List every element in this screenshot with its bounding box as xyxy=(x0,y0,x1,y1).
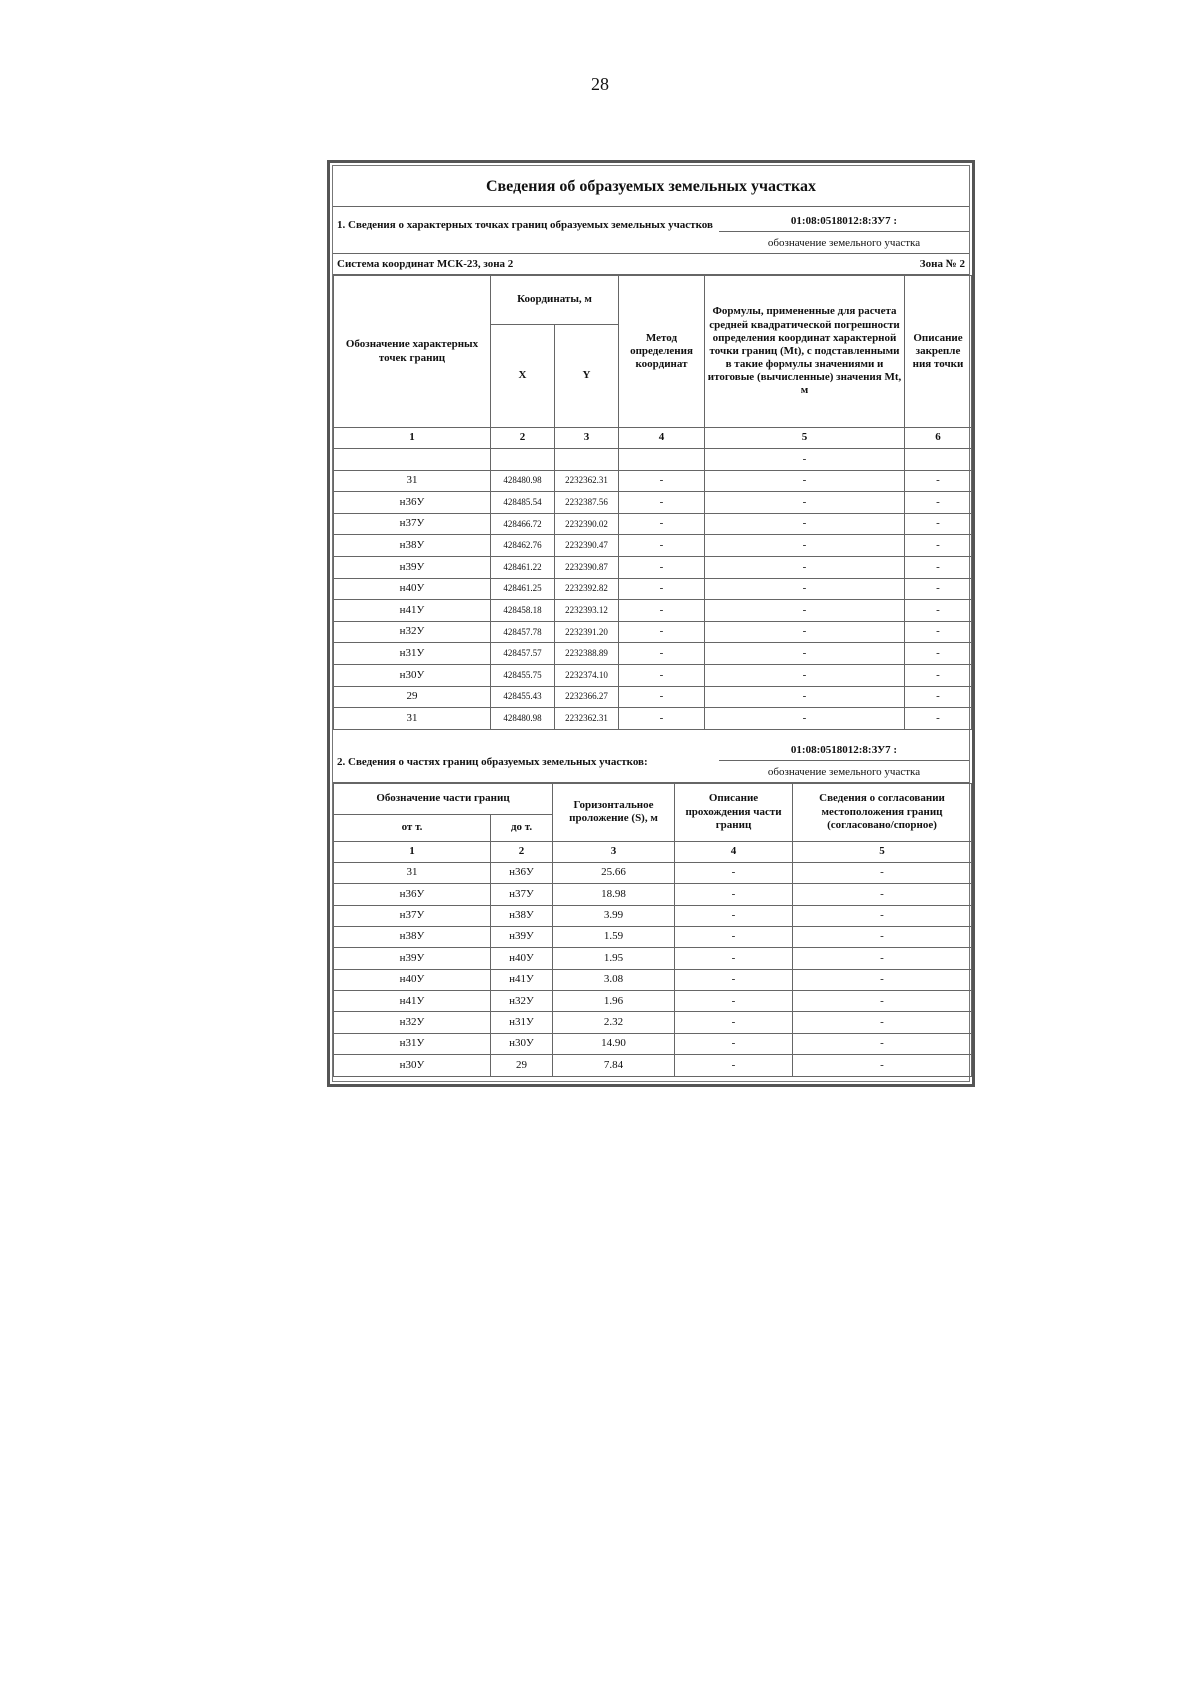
table-cell: н38У xyxy=(491,905,553,926)
table-cell: н30У xyxy=(334,664,491,686)
table-cell: - xyxy=(793,969,972,990)
table-cell: - xyxy=(905,600,972,622)
table-cell: 2232366.27 xyxy=(555,686,619,708)
table-cell: н37У xyxy=(334,513,491,535)
table-cell: - xyxy=(619,708,705,730)
table-cell: - xyxy=(793,862,972,883)
table-cell: 428457.57 xyxy=(491,643,555,665)
table-cell: 31 xyxy=(334,470,491,492)
section1-heading: 1. Сведения о характерных точках границ образуемых земельных участков xyxy=(337,219,713,231)
table-cell: - xyxy=(619,643,705,665)
table-cell: н37У xyxy=(334,905,491,926)
table-cell: 428457.78 xyxy=(491,621,555,643)
table-cell: 2232362.31 xyxy=(555,470,619,492)
page-number: 28 xyxy=(591,74,609,94)
table-cell: 29 xyxy=(334,686,491,708)
zone-label: Зона № 2 xyxy=(919,258,965,270)
table-row xyxy=(334,513,972,535)
table-cell: н40У xyxy=(334,578,491,600)
table-cell: н31У xyxy=(491,1012,553,1033)
table-cell: - xyxy=(619,664,705,686)
table-cell: н39У xyxy=(334,948,491,969)
table-cell: - xyxy=(675,969,793,990)
table-cell: 428466.72 xyxy=(491,513,555,535)
table-cell: - xyxy=(705,470,905,492)
table-cell: - xyxy=(675,1012,793,1033)
table-cell: 25.66 xyxy=(553,862,675,883)
col-number: 4 xyxy=(619,428,705,449)
header-pass-desc: Описание прохождения части границ xyxy=(675,783,793,841)
table-cell: - xyxy=(793,1012,972,1033)
coord-system-line xyxy=(333,254,969,275)
col-number: 2 xyxy=(491,841,553,862)
table-row xyxy=(334,884,972,905)
table-row xyxy=(334,708,972,730)
table-cell: - xyxy=(793,1033,972,1054)
table-cell: н38У xyxy=(334,535,491,557)
section2-parcel xyxy=(719,730,969,782)
document-sheet xyxy=(327,160,975,1087)
table-cell: - xyxy=(675,991,793,1012)
table-cell: - xyxy=(705,600,905,622)
table-cell: - xyxy=(793,991,972,1012)
table-row xyxy=(334,926,972,947)
col-number: 3 xyxy=(553,841,675,862)
table-cell: 31 xyxy=(334,708,491,730)
table-cell: 428461.22 xyxy=(491,556,555,578)
table-cell: н36У xyxy=(334,884,491,905)
header-desc: Описание закрепле ния точки xyxy=(905,276,972,428)
section1-parcel-number: 01:08:0518012:8:ЗУ7 : xyxy=(719,207,969,232)
parts-table xyxy=(333,783,972,1077)
table-cell: - xyxy=(705,708,905,730)
table-row xyxy=(334,1012,972,1033)
table-cell: - xyxy=(675,1033,793,1054)
table-cell: - xyxy=(675,862,793,883)
table-cell: н41У xyxy=(491,969,553,990)
table-cell: н39У xyxy=(491,926,553,947)
section1-header xyxy=(333,207,969,254)
table-cell xyxy=(555,449,619,471)
table-cell: - xyxy=(705,664,905,686)
header-from: от т. xyxy=(334,814,491,841)
table-cell: - xyxy=(905,535,972,557)
table-cell: 2232390.02 xyxy=(555,513,619,535)
table-cell: 2232374.10 xyxy=(555,664,619,686)
header-length: Горизонтальное проложение (S), м xyxy=(553,783,675,841)
table-cell: - xyxy=(619,535,705,557)
table-cell: - xyxy=(705,686,905,708)
table-cell: 428458.18 xyxy=(491,600,555,622)
column-numbers-row xyxy=(334,428,972,449)
header-agree: Сведения о согласовании местоположения границ (согласовано/спорное) xyxy=(793,783,972,841)
table-row xyxy=(334,991,972,1012)
table-cell: - xyxy=(705,578,905,600)
col-number: 4 xyxy=(675,841,793,862)
header-formula: Формулы, примененные для расчета средней квадратической погрешности определения координат характерной точки границ (Mt), с подставленными в такие формулы значениями и итоговые (вычисленные) значения Mt, м xyxy=(705,276,905,428)
column-numbers-row xyxy=(334,841,972,862)
col-number: 3 xyxy=(555,428,619,449)
table-cell: 3.99 xyxy=(553,905,675,926)
table-cell: - xyxy=(619,600,705,622)
parts-body xyxy=(334,862,972,1076)
table-cell: 2232390.87 xyxy=(555,556,619,578)
header-point: Обозначение характерных точек границ xyxy=(334,276,491,428)
table-cell: н40У xyxy=(491,948,553,969)
header-method: Метод определения координат xyxy=(619,276,705,428)
table-cell: - xyxy=(705,449,905,471)
col-number: 5 xyxy=(793,841,972,862)
section2-header xyxy=(333,730,969,783)
table-cell: н30У xyxy=(334,1055,491,1076)
table-cell: - xyxy=(905,513,972,535)
table-row xyxy=(334,905,972,926)
table-row xyxy=(334,600,972,622)
table-row xyxy=(334,664,972,686)
table-cell: - xyxy=(619,686,705,708)
header-x: X xyxy=(491,325,555,428)
table-cell xyxy=(491,449,555,471)
table-cell xyxy=(905,449,972,471)
section2-parcel-caption: обозначение земельного участка xyxy=(767,765,921,778)
header-y: Y xyxy=(555,325,619,428)
table-cell: 428461.25 xyxy=(491,578,555,600)
section1-parcel-caption: обозначение земельного участка xyxy=(767,237,921,249)
table-cell: 1.59 xyxy=(553,926,675,947)
table-cell: - xyxy=(905,686,972,708)
table-cell: н30У xyxy=(491,1033,553,1054)
table-row xyxy=(334,643,972,665)
table-cell: - xyxy=(619,470,705,492)
table-cell: 2232391.20 xyxy=(555,621,619,643)
table-cell: - xyxy=(705,492,905,514)
table-cell: 428480.98 xyxy=(491,470,555,492)
table-cell: н32У xyxy=(334,621,491,643)
col-number: 1 xyxy=(334,428,491,449)
coord-system: Система координат МСК-23, зона 2 xyxy=(337,258,514,270)
table-cell: - xyxy=(705,621,905,643)
table-cell: - xyxy=(905,556,972,578)
table-cell: - xyxy=(905,664,972,686)
header-coords: Координаты, м xyxy=(491,276,619,325)
table-cell: н32У xyxy=(334,1012,491,1033)
table-cell: 428455.43 xyxy=(491,686,555,708)
table-cell: - xyxy=(705,535,905,557)
table-cell: - xyxy=(905,470,972,492)
table-cell: - xyxy=(619,556,705,578)
table-cell xyxy=(619,449,705,471)
table-cell: - xyxy=(705,556,905,578)
table-row xyxy=(334,948,972,969)
table-cell: н32У xyxy=(491,991,553,1012)
table-cell: 2232388.89 xyxy=(555,643,619,665)
header-part: Обозначение части границ xyxy=(334,783,553,814)
table-cell: 31 xyxy=(334,862,491,883)
table-cell: 1.95 xyxy=(553,948,675,969)
table-cell: 18.98 xyxy=(553,884,675,905)
table-cell: н31У xyxy=(334,1033,491,1054)
table-cell: 14.90 xyxy=(553,1033,675,1054)
table-cell: 428462.76 xyxy=(491,535,555,557)
section2-heading: 2. Сведения о частях границ образуемых земельных участков: xyxy=(337,755,648,768)
table-cell: - xyxy=(675,926,793,947)
table-row xyxy=(334,578,972,600)
points-body xyxy=(334,470,972,729)
table-cell: н36У xyxy=(334,492,491,514)
table-cell: - xyxy=(619,578,705,600)
table-cell: н37У xyxy=(491,884,553,905)
table-cell: - xyxy=(619,621,705,643)
table-row xyxy=(334,969,972,990)
table-cell: - xyxy=(793,884,972,905)
table-cell: н41У xyxy=(334,991,491,1012)
table-cell: н36У xyxy=(491,862,553,883)
table-row xyxy=(334,492,972,514)
table-cell: - xyxy=(793,926,972,947)
points-table xyxy=(333,275,972,730)
table-row xyxy=(334,1033,972,1054)
table-cell: - xyxy=(705,643,905,665)
table-cell xyxy=(334,449,491,471)
table-cell: 2232392.82 xyxy=(555,578,619,600)
col-number: 6 xyxy=(905,428,972,449)
table-cell: 7.84 xyxy=(553,1055,675,1076)
section1-parcel xyxy=(719,207,969,253)
table-cell: 2.32 xyxy=(553,1012,675,1033)
table-cell: н41У xyxy=(334,600,491,622)
table-cell: - xyxy=(675,948,793,969)
table-cell: 428480.98 xyxy=(491,708,555,730)
table-cell: н31У xyxy=(334,643,491,665)
table-cell: - xyxy=(619,513,705,535)
table-row xyxy=(334,862,972,883)
table-cell: - xyxy=(905,643,972,665)
table-cell: - xyxy=(675,905,793,926)
table-cell: 2232390.47 xyxy=(555,535,619,557)
table-cell: 2232393.12 xyxy=(555,600,619,622)
table-cell: - xyxy=(793,905,972,926)
table-cell: - xyxy=(705,513,905,535)
table-cell: 428455.75 xyxy=(491,664,555,686)
col-number: 1 xyxy=(334,841,491,862)
col-number: 2 xyxy=(491,428,555,449)
table-cell: 2232387.56 xyxy=(555,492,619,514)
document-title: Сведения об образуемых земельных участках xyxy=(333,166,969,207)
table-cell: - xyxy=(675,884,793,905)
table-row xyxy=(334,1055,972,1076)
document-frame xyxy=(332,165,970,1082)
table-cell: н39У xyxy=(334,556,491,578)
blank-row xyxy=(334,449,972,471)
table-cell: 428485.54 xyxy=(491,492,555,514)
table-cell: - xyxy=(793,1055,972,1076)
table-row xyxy=(334,686,972,708)
header-to: до т. xyxy=(491,814,553,841)
table-cell: н40У xyxy=(334,969,491,990)
table-cell: - xyxy=(619,492,705,514)
table-cell: н38У xyxy=(334,926,491,947)
section2-parcel-number: 01:08:0518012:8:ЗУ7 : xyxy=(719,730,969,761)
table-row xyxy=(334,621,972,643)
table-cell: - xyxy=(675,1055,793,1076)
table-cell: - xyxy=(793,948,972,969)
table-row xyxy=(334,535,972,557)
table-row xyxy=(334,470,972,492)
table-cell: 3.08 xyxy=(553,969,675,990)
table-cell: 29 xyxy=(491,1055,553,1076)
col-number: 5 xyxy=(705,428,905,449)
table-cell: 1.96 xyxy=(553,991,675,1012)
table-cell: - xyxy=(905,578,972,600)
table-row xyxy=(334,556,972,578)
table-cell: - xyxy=(905,492,972,514)
table-cell: 2232362.31 xyxy=(555,708,619,730)
table-cell: - xyxy=(905,708,972,730)
table-cell: - xyxy=(905,621,972,643)
